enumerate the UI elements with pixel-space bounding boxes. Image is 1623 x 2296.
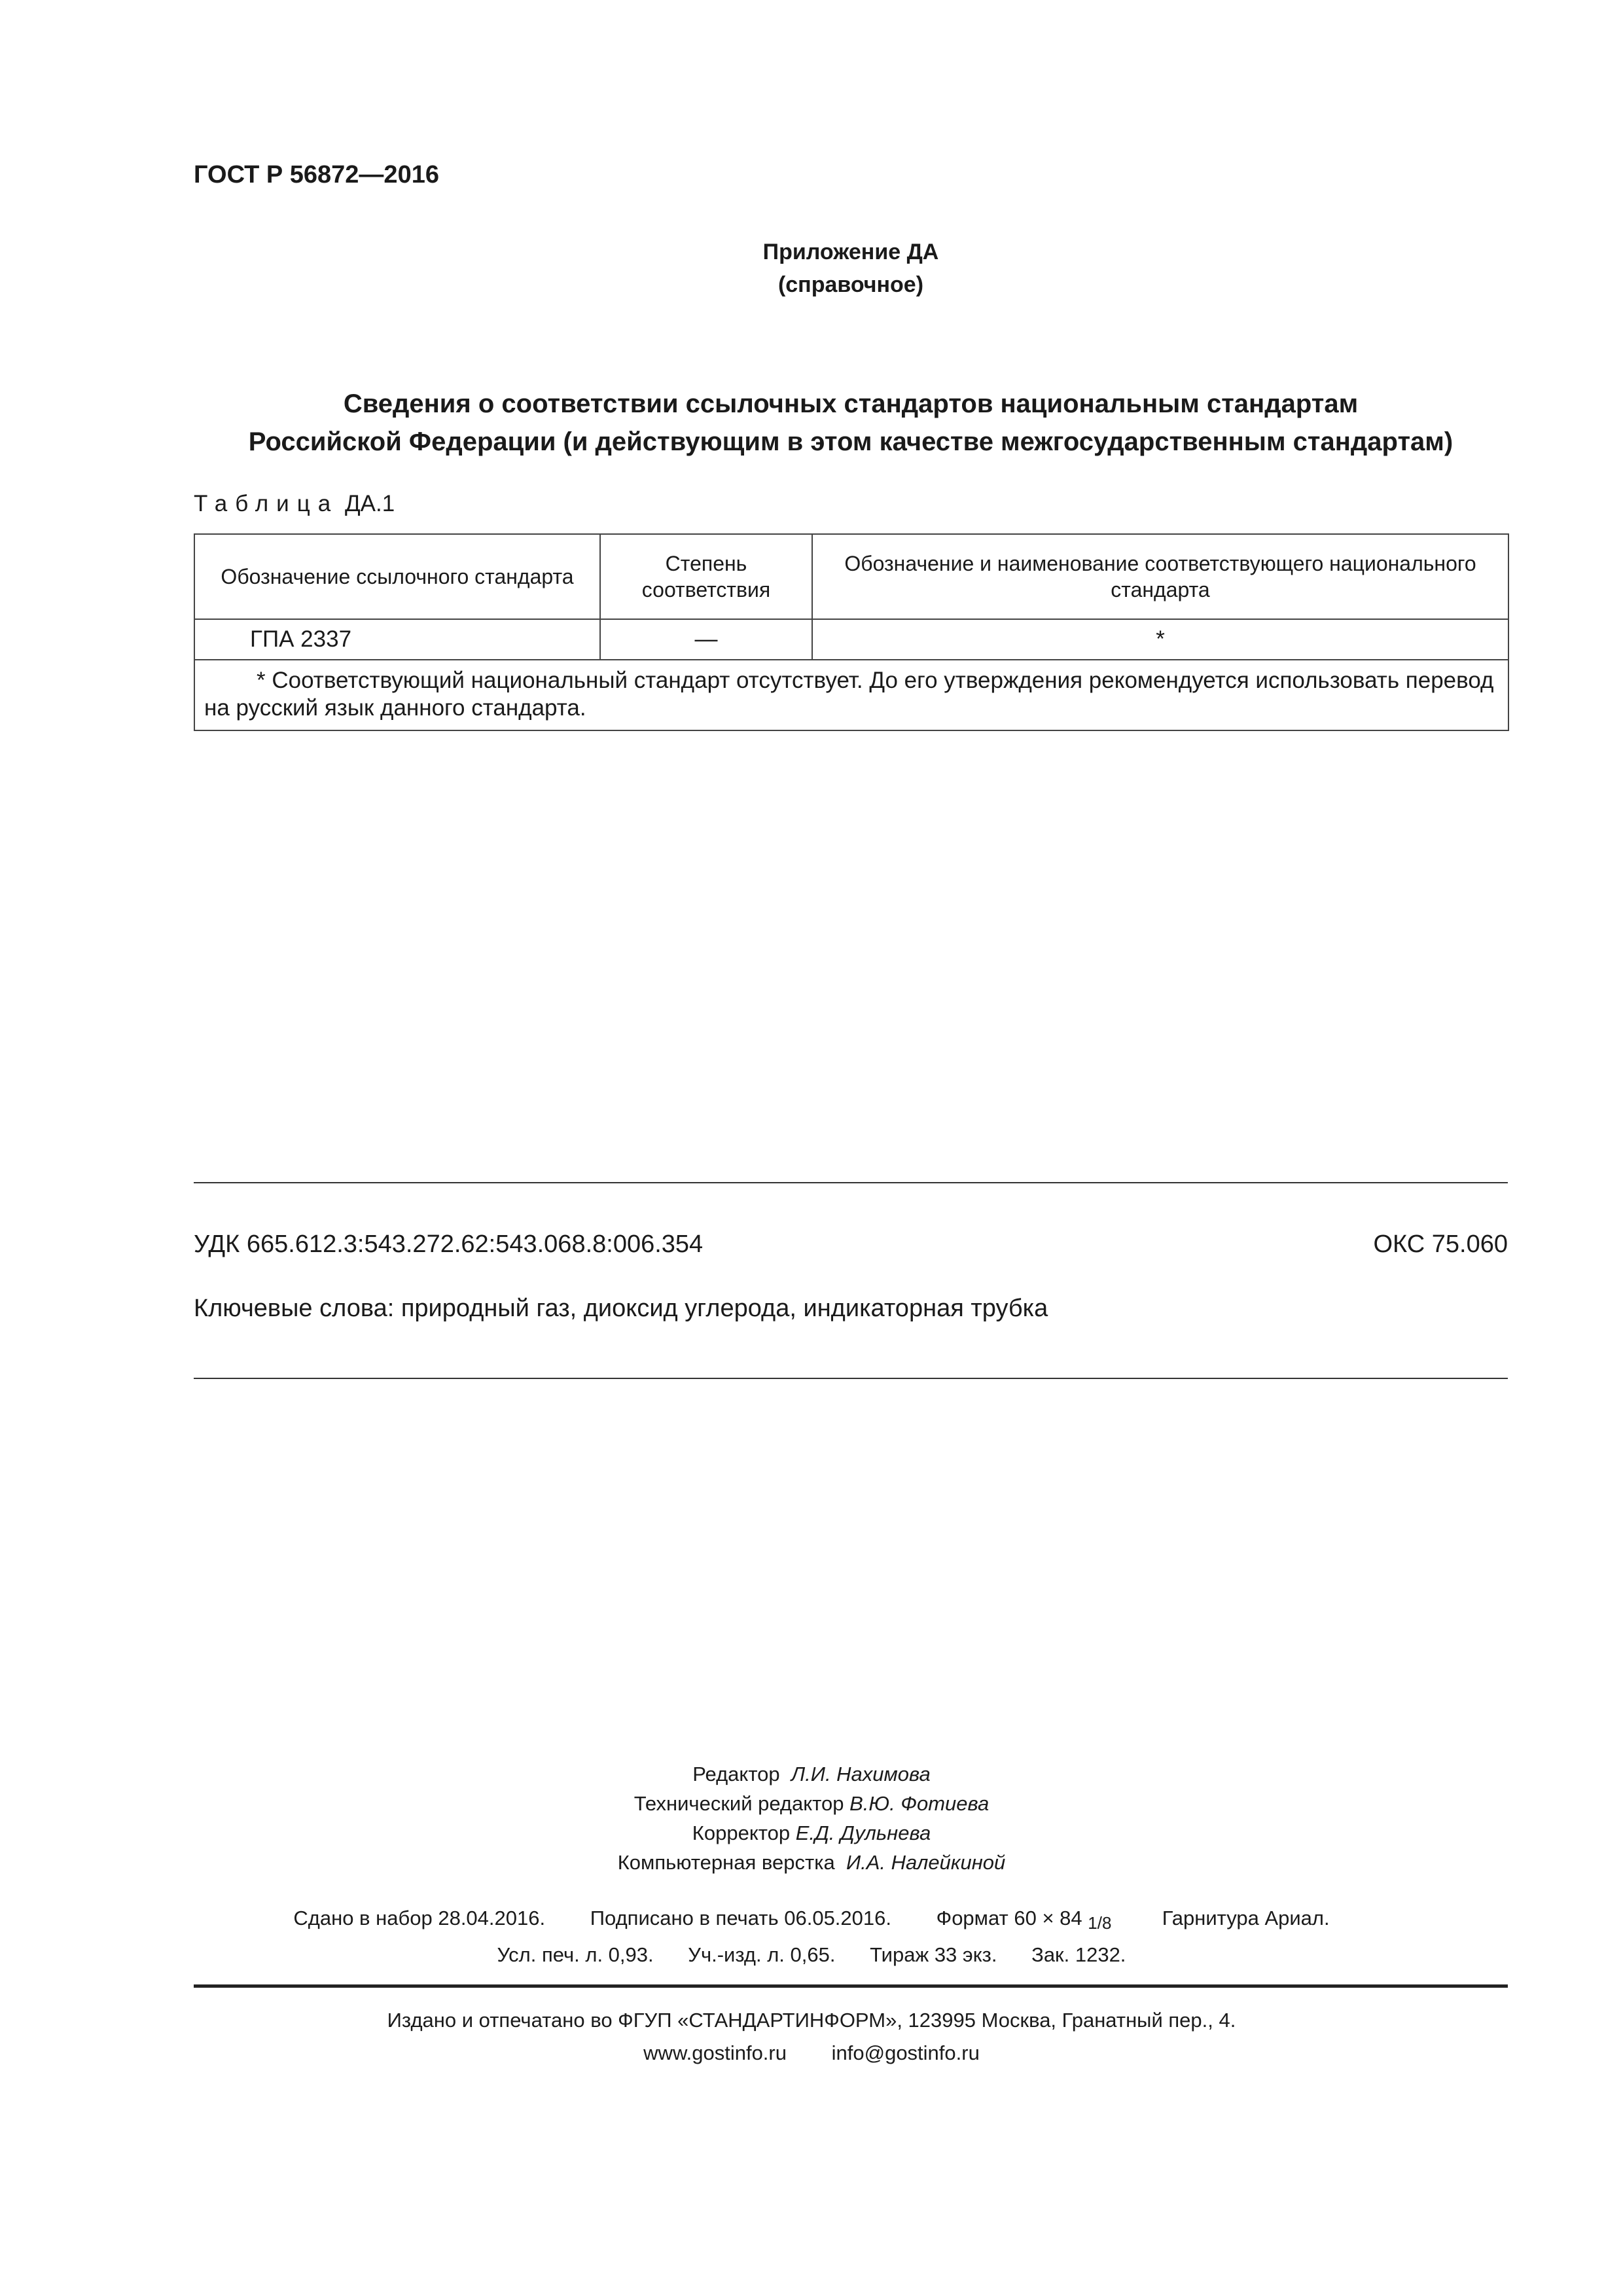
table-caption [194, 491, 395, 517]
cell-national-standard: * [812, 619, 1508, 660]
print-info-line-2 [0, 1939, 1623, 1971]
keywords: Ключевые слова: природный газ, диоксид углерода, индикаторная трубка [194, 1295, 1048, 1322]
credit-layout-name: И.А. Налейкиной [846, 1851, 1006, 1874]
publisher-sheets: Уч.-изд. л. 0,65. [688, 1943, 836, 1966]
credit-corrector-label: Корректор [692, 1821, 791, 1844]
document-code: ГОСТ Р 56872—2016 [194, 161, 439, 188]
print-format [936, 1907, 1117, 1933]
table-note-row [194, 660, 1508, 730]
print-format-fraction: 1/8 [1088, 1913, 1112, 1933]
column-header-degree-of-conformity: Степень соответствия [600, 534, 812, 619]
print-typeface: Гарнитура Ариал. [1162, 1907, 1330, 1929]
divider-bottom [194, 1378, 1508, 1379]
publisher-address: Издано и отпечатано во ФГУП «СТАНДАРТИНФОРМ», 123995 Москва, Гранатный пер., 4. [387, 2009, 1236, 2032]
divider-top [194, 1182, 1508, 1183]
print-info-line-1 [0, 1902, 1623, 1939]
table-header-row [194, 534, 1508, 619]
section-title-line-2: Российской Федерации (и действующим в этом качестве межгосударственным стандартам) [248, 427, 1454, 456]
reference-table [194, 533, 1509, 731]
print-format-label: Формат 60 × 84 [936, 1907, 1082, 1929]
column-header-national-standard: Обозначение и наименование соответствующего национального стандарта [812, 534, 1508, 619]
print-signed: Подписано в печать 06.05.2016. [590, 1907, 891, 1929]
editorial-credits [0, 1759, 1623, 1877]
annex-title: Приложение ДА [762, 240, 939, 264]
section-title-line-1: Сведения о соответствии ссылочных стандартов национальным стандартам [343, 389, 1359, 418]
credit-corrector-name: Е.Д. Дульнева [795, 1821, 931, 1844]
table-row [194, 619, 1508, 660]
print-submitted: Сдано в набор 28.04.2016. [293, 1907, 546, 1929]
credit-editor-label: Редактор [692, 1763, 780, 1785]
credit-editor-name: Л.И. Нахимова [791, 1763, 931, 1785]
table-footnote: * Соответствующий национальный стандарт отсутствует. До его утверждения рекомендуется использовать перевод на русский язык данного стандарта. [194, 660, 1508, 730]
credit-tech-editor-name: В.Ю. Фотиева [849, 1792, 990, 1815]
column-header-reference-standard: Обозначение ссылочного стандарта [194, 534, 600, 619]
credit-layout [0, 1848, 1623, 1877]
divider-thick [194, 1984, 1508, 1988]
table-caption-number: ДА.1 [344, 491, 395, 516]
cell-degree-of-conformity: — [600, 619, 812, 660]
publisher-email[interactable]: info@gostinfo.ru [831, 2041, 980, 2064]
print-run: Тираж 33 экз. [870, 1943, 997, 1966]
publisher-website[interactable]: www.gostinfo.ru [643, 2041, 787, 2064]
credit-editor [0, 1759, 1623, 1789]
section-title [194, 385, 1508, 461]
oks-code: ОКС 75.060 [1373, 1230, 1508, 1258]
credit-tech-editor-label: Технический редактор [633, 1792, 844, 1815]
table-caption-word: Таблица [194, 491, 339, 516]
udc-code: УДК 665.612.3:543.272.62:543.068.8:006.354 [194, 1230, 704, 1258]
cell-reference-standard: ГПА 2337 [194, 619, 600, 660]
annex-subtitle: (справочное) [777, 272, 924, 297]
credit-tech-editor [0, 1789, 1623, 1818]
print-sheets: Усл. печ. л. 0,93. [497, 1943, 654, 1966]
publisher-contacts [0, 2037, 1623, 2070]
publisher-info [0, 2004, 1623, 2070]
credit-layout-label: Компьютерная верстка [617, 1851, 835, 1874]
annex-heading [654, 236, 1047, 301]
print-order: Зак. 1232. [1031, 1943, 1126, 1966]
credit-corrector [0, 1818, 1623, 1848]
